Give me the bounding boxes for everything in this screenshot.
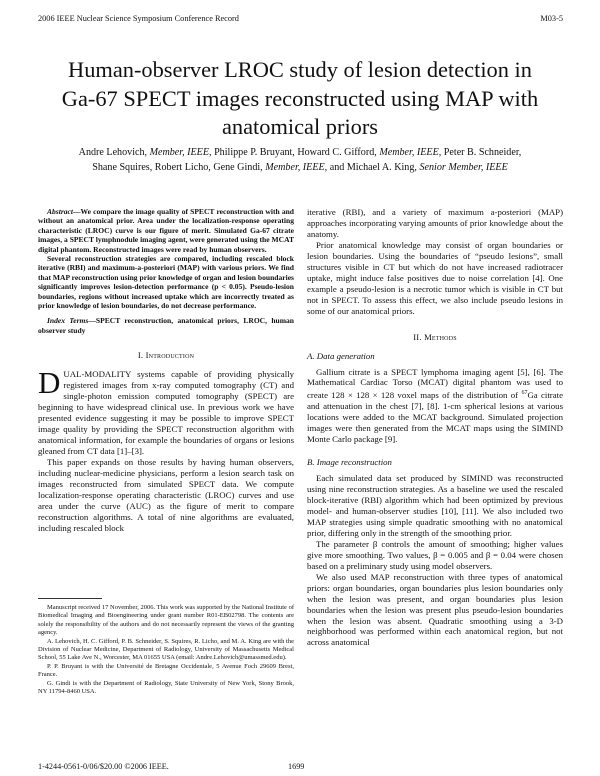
author-name: Andre Lehovich, [78, 147, 148, 158]
section-title: Methods [424, 331, 457, 342]
footnotes [38, 604, 294, 696]
author-name: Philippe P. Bruyant, Howard C. Gifford, [214, 147, 377, 158]
author-membership: Member, IEEE, [149, 147, 212, 158]
methods-paragraph: Each simulated data set produced by SIMIND was reconstructed using nine reconstruction strategies. As a baseline we used the rescaled block-iterative (RBI) algorithm which had been optimized by previous model- and human-observer studies [10], [11]. We also included two MAP strategies using simple quadratic smoothing with no anatomical prior, differing only in the strength of the smoothing prior. [307, 473, 563, 538]
section-number: I. [137, 350, 144, 361]
footnote-divider [38, 598, 102, 599]
methods-paragraph [307, 367, 563, 446]
author-name: and Michael A. King, [329, 161, 417, 173]
author-name: Shane Squires, Robert Licho, Gene Gindi, [92, 161, 263, 173]
subsection-heading-data-generation: A. Data generation [307, 350, 375, 361]
footnote: P. P. Bruyant is with the Université de Bretagne Occidentale, 5 Avenue Foch 29609 Brest, France. [38, 662, 294, 679]
title-line: Ga-67 SPECT images reconstructed using MAP with [61, 85, 539, 111]
methods-paragraph: We also used MAP reconstruction with three types of anatomical priors: organ boundaries, organ boundaries plus lesion boundaries only when the lesion was present, and organ boundaries plus lesion boundaries when the lesion was present plus pseudo-lesion boundaries when the lesion was absent. Quadratic smoothing using a 3-D neighborhood was performed within each anatomical region, but not across anatomical [307, 571, 563, 648]
intro-paragraph: This paper expands on those results by having human observers, including nuclear-medicine physicians, perform a lesion search task on images reconstructed from simulated SPECT data. We compute localization-response operating characteristic (LROC) curves and use area under the curve (AUC) as the figure of merit to compare reconstruction algorithms. A total of nine algorithms are evaluated, including rescaled block [38, 456, 294, 533]
running-header-paper-id: M03-5 [540, 14, 563, 23]
index-terms-text: —SPECT reconstruction, anatomical priors, LROC, human observer study [38, 316, 294, 335]
section-title: Introduction [145, 350, 195, 361]
methods-text: Gallium citrate is a SPECT lymphoma imaging agent [5], [6]. The Mathematical Cardiac Torso (MCAT) digital phantom was used to create 128 × 128 × 128 voxel maps of the distribution of [307, 366, 563, 401]
left-column [38, 207, 294, 534]
intro-continued-paragraph: iterative (RBI), and a variety of maximum a-posteriori (MAP) approaches incorporating varying amounts of prior knowledge about the anatomy. [307, 207, 563, 239]
author-membership: Member, IEEE, [379, 147, 442, 158]
index-terms-label: Index Terms [47, 316, 89, 326]
footnote: Manuscript received 17 November, 2006. This work was supported by the National Institute of Biomedical Imaging and Bioengineering under grant number R01-EB02798. The contents are solely the responsibility of the authors and do not necessarily represent the views of the granting agency. [38, 604, 294, 637]
footnote: A. Lehovich, H. C. Gifford, P. B. Schneider, S. Squires, R. Licho, and M. A. King are with the Division of Nuclear Medicine, Department of Radiology, University of Massachusetts Medical School, 55 Lake Ave N., Worcester, MA 01655 USA (email: Andre.Lehovich@umassmed.edu). [38, 637, 294, 662]
section-heading-methods [307, 332, 563, 343]
section-number: II. [413, 331, 422, 342]
running-header-conference: 2006 IEEE Nuclear Science Symposium Conference Record [38, 14, 239, 23]
copyright-line: 1-4244-0561-0/06/$20.00 ©2006 IEEE. [38, 762, 169, 771]
methods-paragraph: The parameter β controls the amount of smoothing; higher values give more smoothing. Two values, β = 0.005 and β = 0.04 were chosen based on a preliminary study using model observers. [307, 538, 563, 571]
abstract-label: Abstract [47, 207, 73, 216]
section-heading-introduction [38, 350, 294, 361]
author-name: Peter B. Schneider, [443, 147, 522, 158]
drop-cap: D [38, 365, 61, 401]
intro-paragraph: Prior anatomical knowledge may consist of organ boundaries or lesion boundaries. Using the boundaries of “pseudo lesions”, small structures visible in CT but which do not have increased radiotracer uptake, might induce false positives due to noise correlation [4]. One example a pseudo-lesion is a necrotic tumor which is visible in CT but not in SPECT. To assess this effect, we also include pseudo lesions in some of our anatomical priors. [307, 239, 563, 316]
isotope-superscript: 67 [521, 390, 528, 397]
abstract-paragraph: Several reconstruction strategies are compared, including rescaled block iterative (RBI) and maximum-a-posteriori (MAP) with various priors. We find that MAP reconstruction using prior knowledge of organ and lesion boundaries significantly improves lesion-detection performance (p < 0.05). Pseudo-lesion boundaries, regions without increased uptake which are incorrectly treated as prior knowledge of lesion boundaries, do not decrease performance. [38, 254, 294, 311]
author-membership: Member, IEEE, [265, 161, 328, 173]
abstract [38, 207, 294, 254]
author-list [40, 146, 560, 175]
footnote: G. Gindi is with the Department of Radiology, State University of New York, Stony Brook, NY 11794-8460 USA. [38, 679, 294, 696]
paper-title [30, 56, 570, 142]
abstract-text: —We compare the image quality of SPECT reconstruction with and without an anatomical prior. Area under the localization-response operating characteristic (LROC) curve is our figure of merit. Simulated Ga-67 citrate images, a SPECT lymphnodule imaging agent, were generated using the MCAT digital phantom. Reconstructed images were read by human observers. [38, 207, 294, 254]
right-column [307, 207, 563, 648]
index-terms [38, 316, 294, 335]
intro-text: UAL-MODALITY systems capable of providing physically registered images from x-ray computed tomography (CT) and single-photon emission computed tomography (SPECT) are beginning to have widespread clinical use. In previous work we have presented evidence suggesting it may be possible to improve SPECT image quality by providing the SPECT reconstruction algorithm with anatomical information, for example the boundaries of organs or lesions gleaned from CT data [1]–[3]. [38, 369, 294, 456]
methods-text: Ga citrate and attenuation in the chest [7], [8]. 1-cm spherical lesions at various locations were added to the MCAT background. Simulated projection images were then generated from the MCAT maps using the SIMIND Monte Carlo package [9]. [307, 390, 563, 445]
author-membership: Senior Member, IEEE [419, 161, 508, 173]
intro-paragraph [38, 365, 294, 457]
title-line: anatomical priors [221, 114, 379, 139]
subsection-heading-image-reconstruction: B. Image reconstruction [307, 457, 392, 468]
page-number: 1699 [288, 762, 305, 771]
title-line: Human-observer LROC study of lesion detection in [68, 57, 532, 82]
